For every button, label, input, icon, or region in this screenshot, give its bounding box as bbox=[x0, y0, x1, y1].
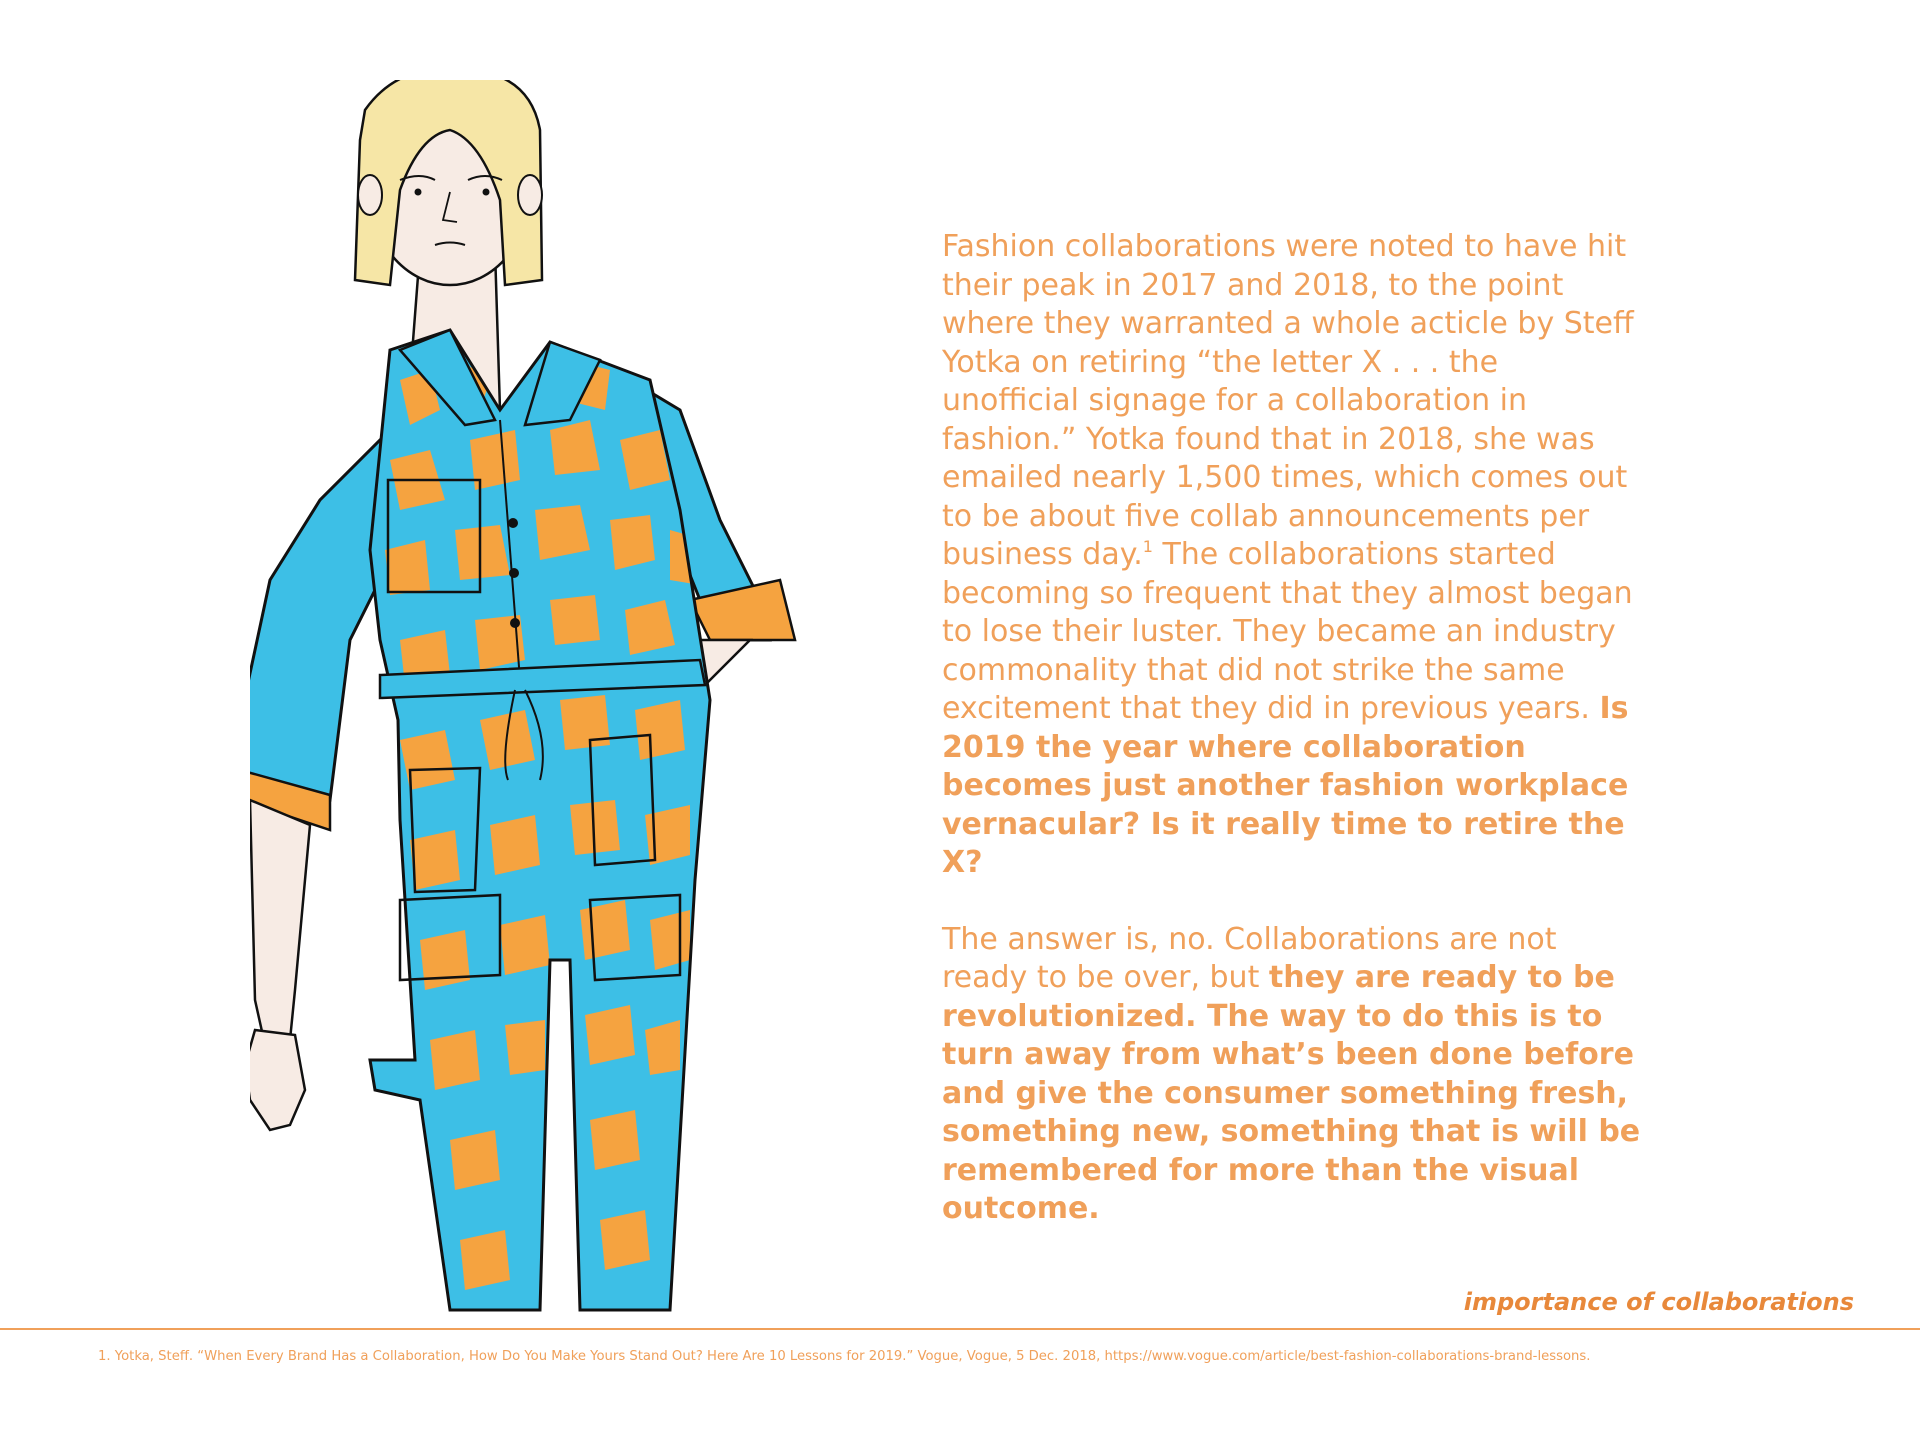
footnote-reference: 1 bbox=[1142, 537, 1153, 556]
article-body bbox=[942, 228, 1642, 1229]
paragraph-2-text: The answer is, no. Collaborations are not ready to be over, but bbox=[942, 921, 1557, 995]
paragraph-2-emphasis: they are ready to be revolutionized. The way to do this is to turn away from what’s been done before and give the consumer something fresh, something new, something that is will be remembered for more than the visual outcome. bbox=[942, 960, 1641, 1226]
paragraph-1-continued: The collaborations started becoming so frequent that they almost began to lose their luster. They became an industry commonality that did not strike the same excitement that they did in previous years. bbox=[942, 537, 1633, 726]
paragraph-1-text: Fashion collaborations were noted to have hit their peak in 2017 and 2018, to the point where they warranted a whole acticle by Steff Yotka on retiring “the letter X . . . the unofficial signage for a collaboration in fashion.” Yotka found that in 2018, she was emailed nearly 1,500 times, which comes out to be about five collab announcements per business day. bbox=[942, 229, 1634, 572]
section-label: importance of collaborations bbox=[1463, 1288, 1854, 1316]
fashion-illustration bbox=[250, 80, 930, 1330]
footnote-citation: 1. Yotka, Steff. “When Every Brand Has a Collaboration, How Do You Make Yours Stand Out? Here Are 10 Lessons for 2019.” Vogue, Vogue, 5 Dec. 2018, https://www.vogue.com/article/best-fashion-collaborations-brand-lessons. bbox=[98, 1349, 1591, 1364]
paragraph-2 bbox=[942, 921, 1642, 1229]
paragraph-1-emphasis: Is 2019 the year where collaboration becomes just another fashion workplace vernacular? Is it really time to retire the X? bbox=[942, 691, 1629, 880]
paragraph-1 bbox=[942, 228, 1642, 883]
footer-divider bbox=[0, 1328, 1920, 1330]
fashion-figure-illustration-icon bbox=[250, 80, 930, 1330]
